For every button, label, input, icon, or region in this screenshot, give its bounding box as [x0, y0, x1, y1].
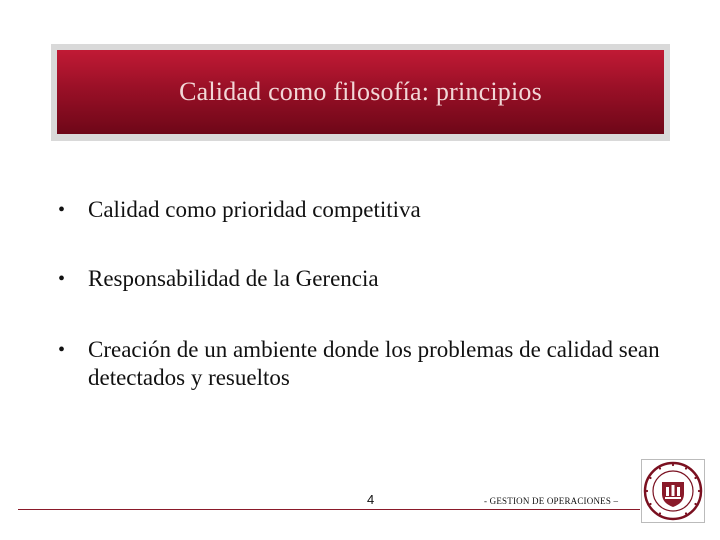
bullet-marker: • [58, 339, 66, 361]
bullet-text: Creación de un ambiente donde los problemas de calidad sean detectados y resueltos [88, 337, 660, 390]
bullet-marker: • [58, 199, 66, 221]
bullet-text: Responsabilidad de la Gerencia [88, 266, 379, 291]
slide-title-banner [57, 50, 664, 134]
bullet-item [58, 336, 708, 392]
bullet-item [58, 265, 708, 293]
bullet-marker: • [58, 268, 66, 290]
page-number: 4 [367, 492, 375, 507]
bullet-text: Calidad como prioridad competitiva [88, 197, 421, 222]
footer-divider [18, 509, 640, 510]
seal-icon [642, 460, 704, 522]
bullet-item [58, 196, 708, 224]
slide-title: Calidad como filosofía: principios [179, 77, 542, 106]
university-seal-logo [641, 459, 705, 523]
footer-text: - GESTION DE OPERACIONES – [484, 496, 619, 506]
